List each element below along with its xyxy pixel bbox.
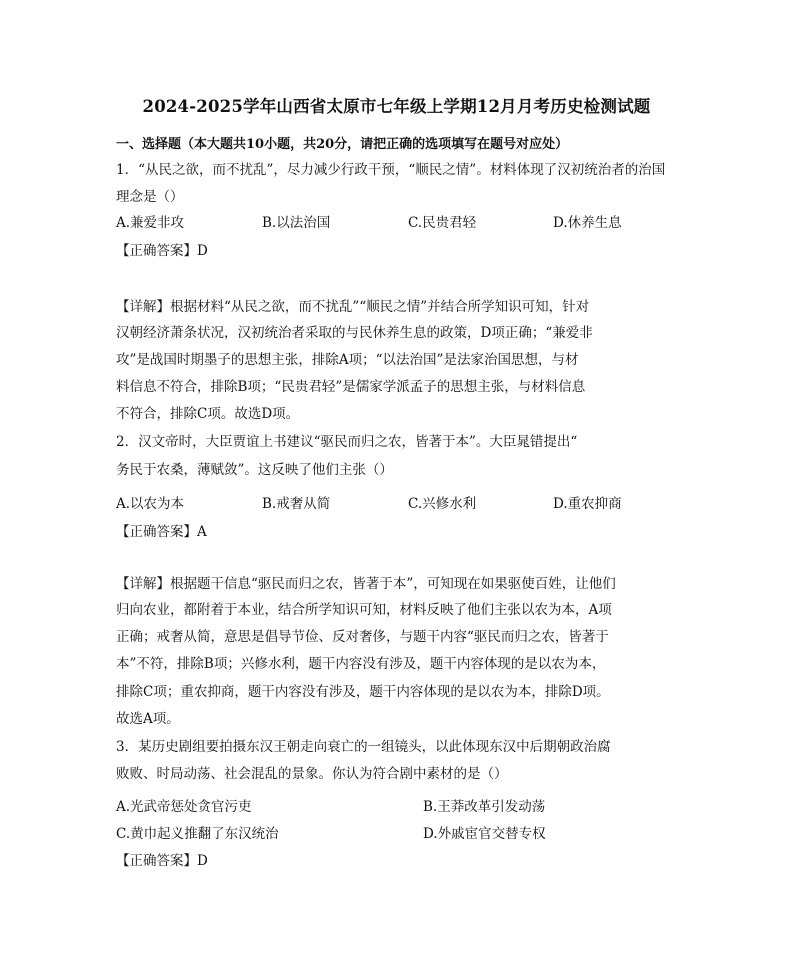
q1-stem-line-1: 1．“从民之欲，而不扰乱”，尽力减少行政干预，“顺民之情”。材料体现了汉初统治者的治国 (116, 162, 666, 178)
q3-stem-line-1: 3．某历史剧组要拍摄东汉王朝走向衰亡的一组镜头，以此体现东汉中后期朝政治腐 (116, 739, 611, 755)
q1-option-b: B.以法治国 (262, 215, 331, 231)
page-title: 2024-2025学年山西省太原市七年级上学期12月月考历史检测试题 (142, 97, 651, 116)
q1-detail-line-1: 【详解】根据材料“从民之欲，而不扰乱”“顺民之情”并结合所学知识可知，针对 (116, 299, 590, 315)
section-heading: 一、选择题（本大题共10小题，共20分，请把正确的选项填写在题号对应处） (116, 137, 569, 152)
q2-detail-line-2: 归向农业，都附着于本业，结合所学知识可知，材料反映了他们主张以农为本，A项 (116, 602, 612, 618)
q2-option-a: A.以农为本 (116, 496, 185, 512)
q3-answer: 【正确答案】D (116, 853, 208, 869)
q1-option-a: A.兼爱非攻 (116, 215, 185, 231)
q3-stem-line-2: 败败、时局动荡、社会混乱的景象。你认为符合剧中素材的是（） (116, 766, 508, 782)
q2-stem-line-1: 2．汉文帝时，大臣贾谊上书建议“驱民而归之农，皆著于本”。大臣晁错提出“ (116, 434, 578, 450)
q2-option-b: B.戒奢从简 (262, 496, 331, 512)
q2-detail-line-6: 故选A项。 (116, 711, 180, 727)
q3-option-d: D.外戚宦官交替专权 (423, 826, 546, 842)
q1-detail-line-2: 汉朝经济萧条状况，汉初统治者采取的与民休养生息的政策，D项正确；“兼爱非 (116, 325, 593, 341)
q2-detail-line-3: 正确；戒奢从简，意思是倡导节俭、反对奢侈，与题干内容“驱民而归之农，皆著于 (116, 629, 609, 645)
q3-option-c: C.黄巾起义推翻了东汉统治 (116, 826, 279, 842)
q2-answer: 【正确答案】A (116, 524, 207, 540)
q2-option-c: C.兴修水利 (408, 496, 477, 512)
q1-stem-line-2: 理念是（） (116, 189, 184, 205)
q2-detail-line-4: 本”不符，排除B项；兴修水利，题干内容没有涉及，题干内容体现的是以农为本， (116, 656, 606, 672)
q3-option-a: A.光武帝惩处贪官污吏 (116, 799, 252, 815)
q1-detail-line-3: 攻”是战国时期墨子的思想主张，排除A项；“以法治国”是法家治国思想，与材 (116, 352, 579, 368)
q1-detail-line-5: 不符合，排除C项。故选D项。 (116, 406, 300, 422)
q1-option-c: C.民贵君轻 (408, 215, 477, 231)
q2-detail-line-1: 【详解】根据题干信息“驱民而归之农，皆著于本”，可知现在如果驱使百姓，让他们 (116, 576, 616, 592)
q2-detail-line-5: 排除C项；重农抑商，题干内容没有涉及，题干内容体现的是以农为本，排除D项。 (116, 684, 610, 700)
q1-answer: 【正确答案】D (116, 243, 208, 259)
q1-option-d: D.休养生息 (553, 215, 622, 231)
q2-stem-line-2: 务民于农桑，薄赋敛”。这反映了他们主张（） (116, 462, 393, 478)
q3-option-b: B.王莽改革引发动荡 (423, 799, 546, 815)
q2-option-d: D.重农抑商 (553, 496, 622, 512)
q1-detail-line-4: 料信息不符合，排除B项；“民贵君轻”是儒家学派孟子的思想主张，与材料信息 (116, 379, 586, 395)
